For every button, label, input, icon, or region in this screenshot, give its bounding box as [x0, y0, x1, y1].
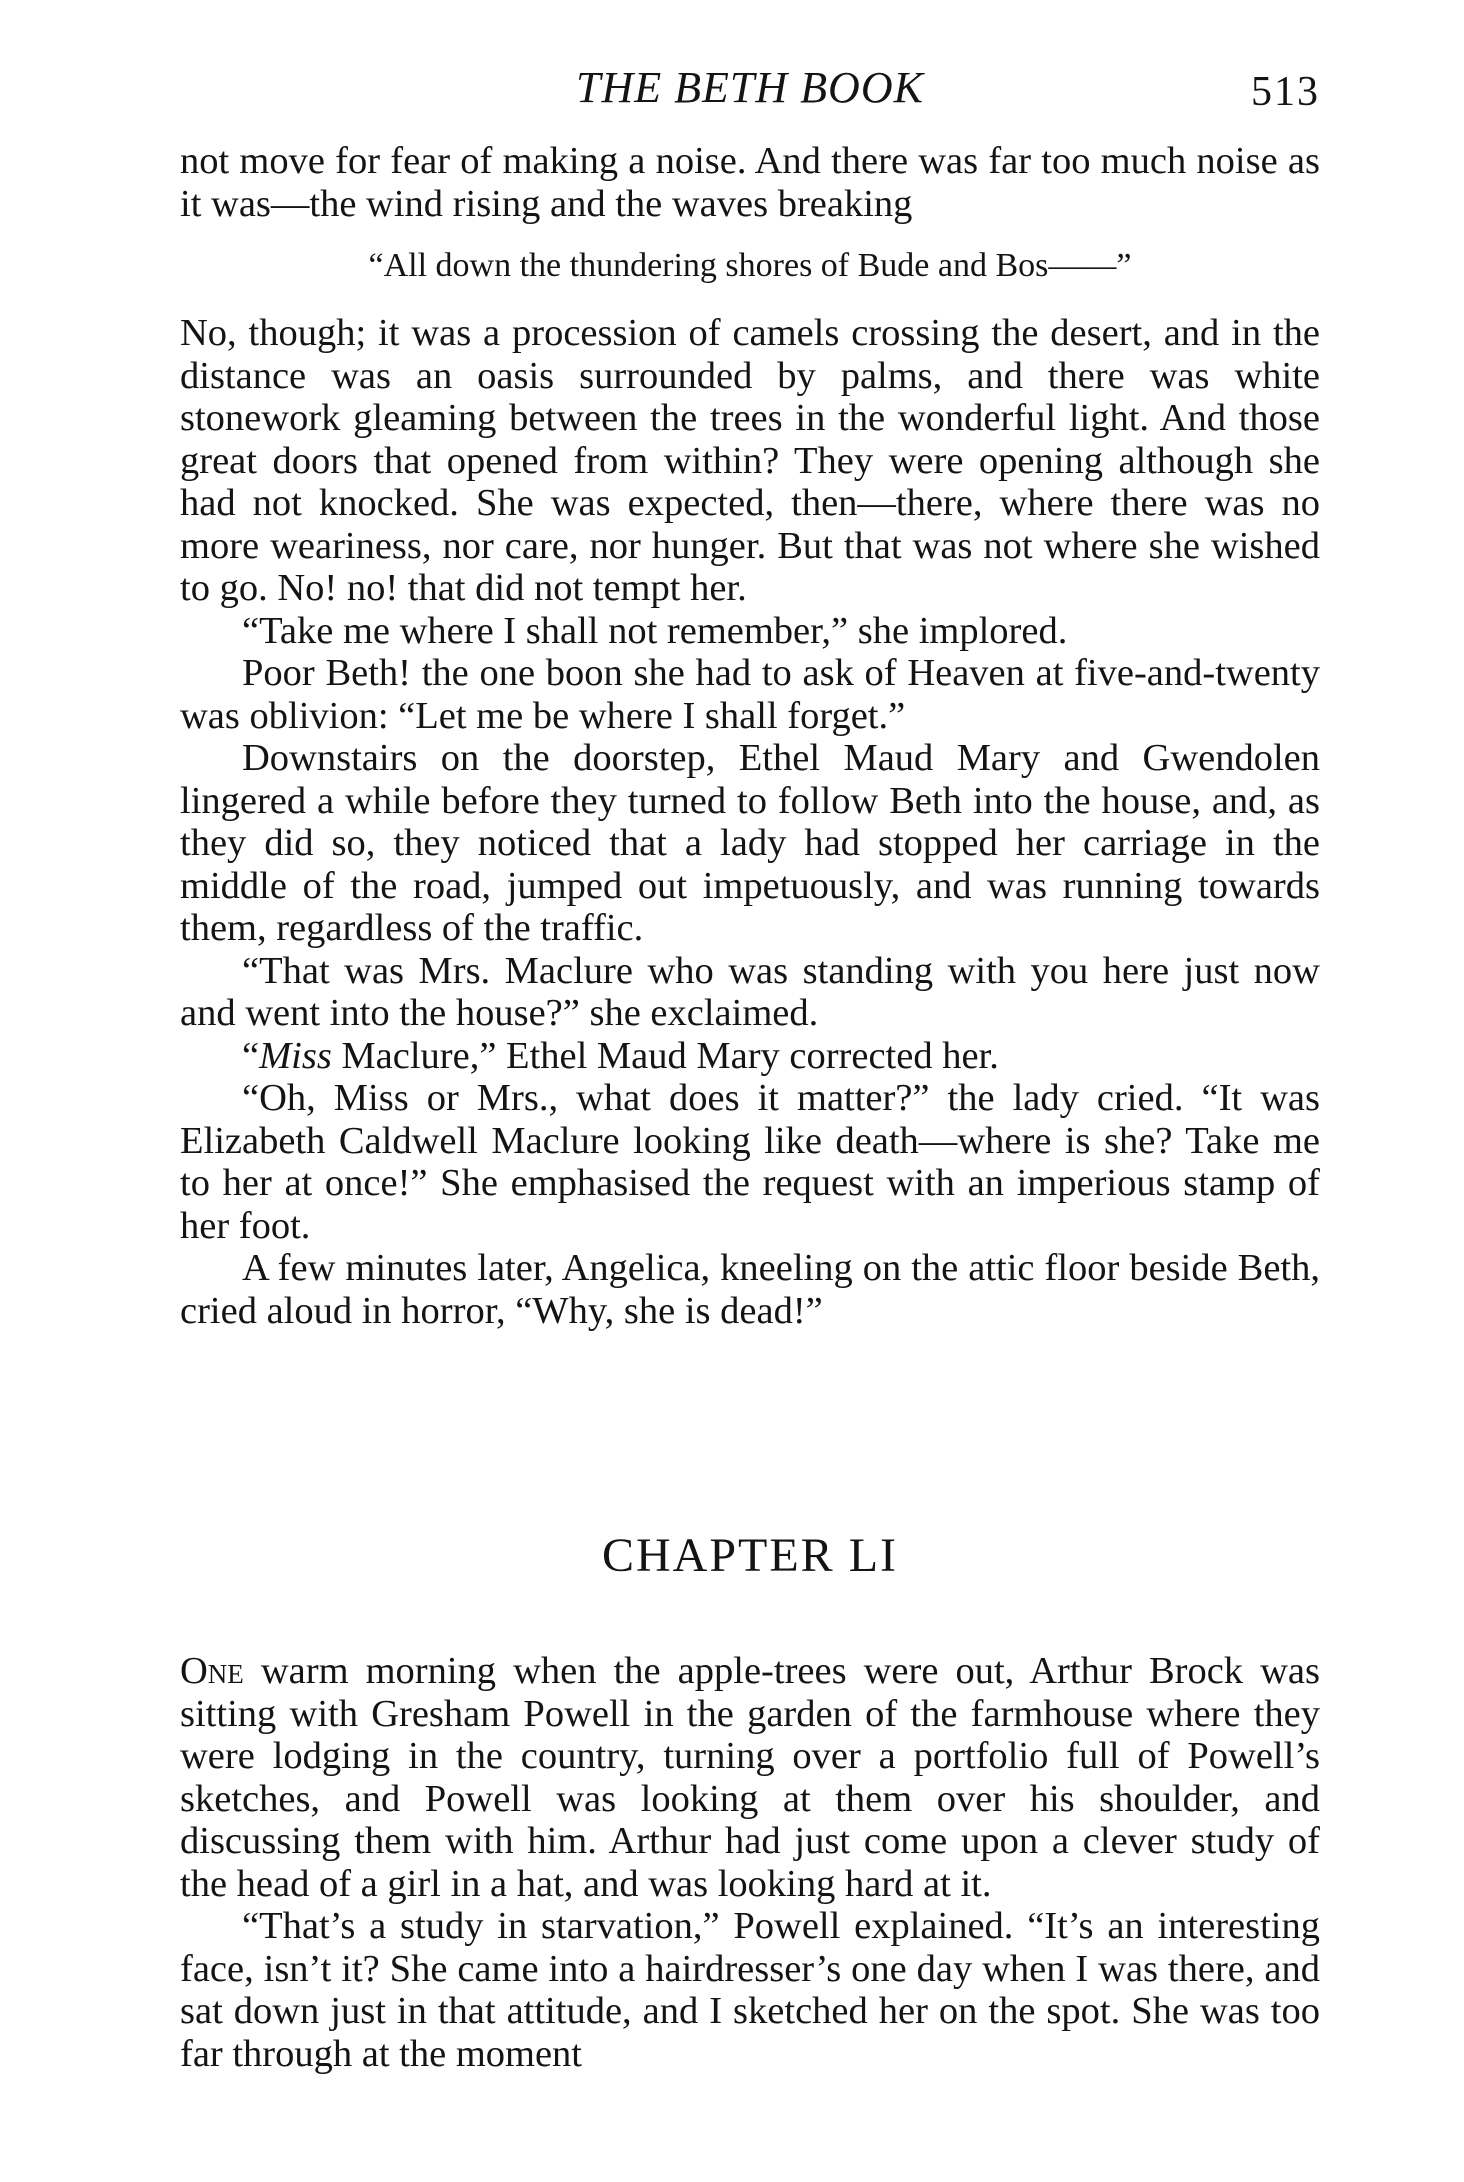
paragraph	[180, 1035, 1320, 1078]
chapter-heading: CHAPTER LI	[602, 1529, 898, 1582]
paragraph: Poor Beth! the one boon she had to ask of Heaven at five-and-twenty was oblivion: “Let me be where I shall forget.”	[180, 652, 1320, 737]
paragraph-text: warm morning when the apple-trees were out, Arthur Brock was sitting with Gresham Powell in the garden of the farmhouse where they were lodging in the country, turning over a portfolio full of Powell’s sketches, and Powell was looking at them over his shoulder, and discussing them with him. Arthur had just come upon a clever study of the head of a girl in a hat, and was looking hard at it.	[180, 1650, 1320, 1905]
running-title: THE BETH BOOK	[576, 63, 924, 112]
paragraph-block-2	[180, 312, 1320, 1332]
quote-mark: “	[242, 1034, 260, 1077]
page-number: 513	[1251, 69, 1320, 115]
paragraph: No, though; it was a procession of camels crossing the desert, and in the distance was an oasis surrounded by palms, and there was white stonework gleaming between the trees in the wonderful light. And those great doors that opened from within? They were opening although she had not knocked. She was expected, then—there, where there was no more weariness, nor care, nor hunger. But that was not where she wished to go. No! no! that did not tempt her.	[180, 312, 1320, 609]
paragraph: A few minutes later, Angelica, kneeling on the attic floor beside Beth, cried aloud in horror, “Why, she is dead!”	[180, 1247, 1320, 1332]
opening-word: One	[180, 1650, 244, 1692]
paragraph: “That’s a study in starvation,” Powell explained. “It’s an interesting face, isn’t it? She came into a hairdresser’s one day when I was there, and sat down just in that attitude, and I sketched her on the spot. She was too far through at the moment	[180, 1905, 1320, 2075]
quoted-verse: “All down the thundering shores of Bude and Bos——”	[368, 247, 1132, 284]
paragraph: “Oh, Miss or Mrs., what does it matter?” the lady cried. “It was Elizabeth Caldwell Maclure looking like death—where is she? Take me to her at once!” She emphasised the request with an imperious stamp of her foot.	[180, 1077, 1320, 1247]
paragraph: Downstairs on the doorstep, Ethel Maud Mary and Gwendolen lingered a while before they turned to follow Beth into the house, and, as they did so, they noticed that a lady had stopped her carriage in the middle of the road, jumped out impetuously, and was running towards them, regardless of the traffic.	[180, 737, 1320, 949]
paragraph-text: Maclure,” Ethel Maud Mary corrected her.	[331, 1034, 999, 1077]
paragraph-block-1	[180, 140, 1320, 225]
paragraph: “Take me where I shall not remember,” she implored.	[242, 609, 1068, 652]
italic-word: Miss	[259, 1034, 332, 1077]
page-header	[180, 62, 1320, 118]
paragraph: “That was Mrs. Maclure who was standing with you here just now and went into the house?” she exclaimed.	[180, 949, 1320, 1034]
chapter-text	[180, 1650, 1320, 2075]
paragraph	[180, 1650, 1320, 1905]
paragraph: not move for fear of making a noise. And there was far too much noise as it was—the wind rising and the waves breaking	[180, 140, 1320, 225]
